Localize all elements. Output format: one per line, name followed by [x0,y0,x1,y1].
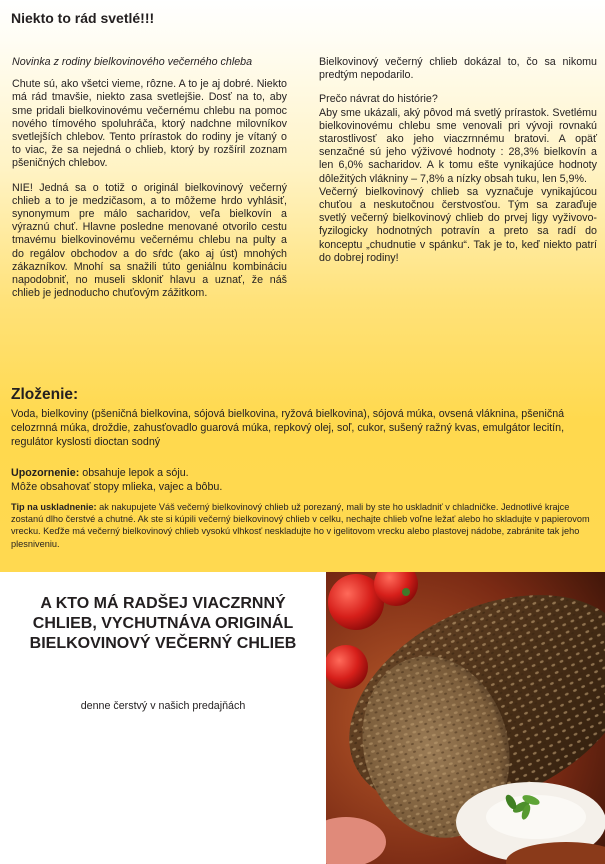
right-paragraph-1: Bielkovinový večerný chlieb dokázal to, čo sa nikomu predtým nepodarilo. [319,56,597,82]
page-title: Niekto to rád svetlé!!! [11,10,155,26]
tip-text: ak nakupujete Váš večerný bielkovinový chlieb už porezaný, mali by ste ho uskladniť v chladničke. Jednotlivé krajce zostanú dlho čerstvé a chutné. Ak ste si kúpili večerný bielkovinový chlieb v celku, nechajte chlieb voľne ležať alebo ho skladujte v papierovom vrecku. Keďže má večerný bielkovinový chlieb vysokú vlhkosť neskladujte ho v igelitovom vrecku alebo plastovej nádobe, zabránite tak jeho plesniveniu. [11,502,590,549]
tip-label: Tip na uskladnenie: [11,502,97,512]
warning-text: obsahuje lepok a sóju. [79,467,189,479]
right-column [319,56,597,276]
warning-line-2: Môže obsahovať stopy mlieka, vajec a bôbu. [11,481,223,493]
bread-photo [326,572,605,864]
left-paragraph-1: Chute sú, ako všetci vieme, rôzne. A to je aj dobré. Niekto má rád tmavšie, niekto zasa svetlejšie. Dosť na to, aby sme pridali bielkovinovému večernému chlebu na pomoc nového tímového spoluhráča, ktorý nadchne milovníkov svetlejších chlebov. Tento prírastok do rodiny je vítaný o to viac, že sa nejedná o chlieb, ktorý by rozšíril zoznam pšeničných chlebov. [12,78,287,170]
promo-headline: A KTO MÁ RADŠEJ VIACZRNNÝ CHLIEB, VYCHUTNÁVA ORIGINÁL BIELKOVINOVÝ VEČERNÝ CHLIEB [29,595,297,652]
composition-heading: Zloženie: [11,386,79,403]
right-paragraph-2: Aby sme ukázali, aký pôvod má svetlý prírastok. Svetlému bielkovinovému chlebu sme venovali pri vývoji rovnakú starostlivosť ako jeho viaczrnnému bratovi. A opäť senzačné sú jeho výživové hodnoty : 28,3% bielkovín a len 6,0% sacharidov. A k tomu ešte vynikajúce hodnoty dôležitých vlákniny – 7,8% a nízky obsah tuku, len 5,9%. [319,106,597,185]
allergen-warning [11,466,596,494]
promo-subline: denne čerstvý v našich predajňách [80,700,246,712]
bread-photo-illustration [326,572,605,864]
subtitle: Novinka z rodiny bielkovinového večerného chleba [12,56,253,68]
warning-label: Upozornenie: [11,467,80,479]
promo-panel [0,572,326,864]
right-paragraph-heading: Prečo návrat do histórie? [319,93,438,106]
storage-tip [11,501,591,550]
left-paragraph-2: NIE! Jedná sa o totiž o originál bielkovinový večerný chlieb a to je medzičasom, a to môžeme hrdo vyhlásiť, synonymum pre málo sacharidov, veľa bielkovín a výraznú chuť. Hlavne posledne menované otvorilo cestu tmavému bielkovinovému večernému chlebu na pulty a do regálov obchodov a do sŕdc (ako aj úst) mnohých zákazníkov. Mnohí sa snažili túto geniálnu kombináciu napodobniť, no museli skloniť hlavu a uznať, že náš chlieb je jednoducho chuťovým zážitkom. [12,181,287,300]
left-column [12,56,287,311]
ingredients-text: Voda, bielkoviny (pšeničná bielkovina, sójová bielkovina, ryžová bielkovina), sójová múka, ovsená vláknina, pšeničná celozrnná múka, droždie, zahusťovadlo guarová múka, repkový olej, soľ, cukor, sušený ražný kvas, emulgátor lecitín, regulátor kyslosti dioctan sodný [11,408,565,448]
right-paragraph-3: Večerný bielkovinový chlieb sa vyznačuje vynikajúcou chuťou a neskutočnou čerstvosťou. Tým sa zaraďuje svetlý večerný bielkovinový chlieb do prvej ligy vyživovo-fyzilogicky hodnotných potravín a preto sa radí do konceptu „chudnutie v spánku“. Tak je to, keď niekto patrí do dobrej rodiny! [319,185,597,264]
